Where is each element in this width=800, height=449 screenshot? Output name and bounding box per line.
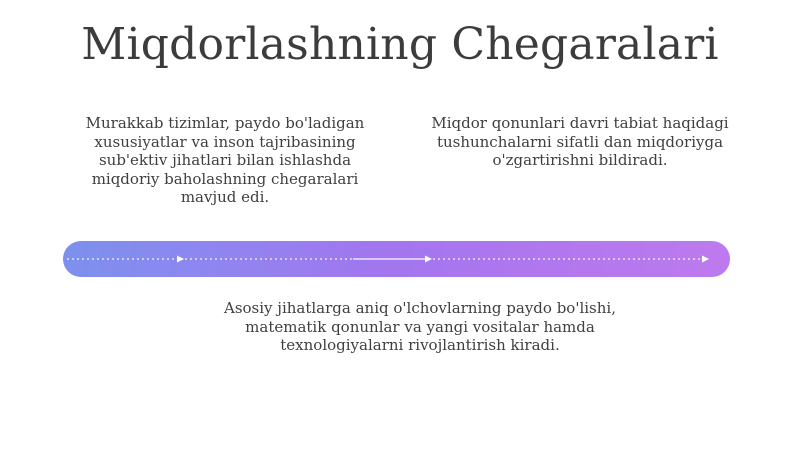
slide-title: Miqdorlashning Chegaralari [81,19,719,70]
arrow-right-icon [425,256,432,263]
timeline-bar [63,241,730,277]
left-text-block: Murakkab tizimlar, paydo bo'ladigan xususiyatlar va inson tajribasining sub'ektiv jihatlari bilan ishlashda miqdoriy baholashning chegaralari mavjud edi. [85,114,365,206]
right-text-block: Miqdor qonunlari davri tabiat haqidagi tushunchalarni sifatli dan miqdoriyga o'zgartirishni bildiradi. [431,114,729,169]
arrow-right-icon [702,256,709,263]
timeline-arrows [63,241,730,277]
bottom-text-block: Asosiy jihatlarga aniq o'lchovlarning paydo bo'lishi, matematik qonunlar va yangi vositalar hamda texnologiyalarni rivojlantirish kiradi. [224,299,616,354]
arrow-right-icon [177,256,184,263]
